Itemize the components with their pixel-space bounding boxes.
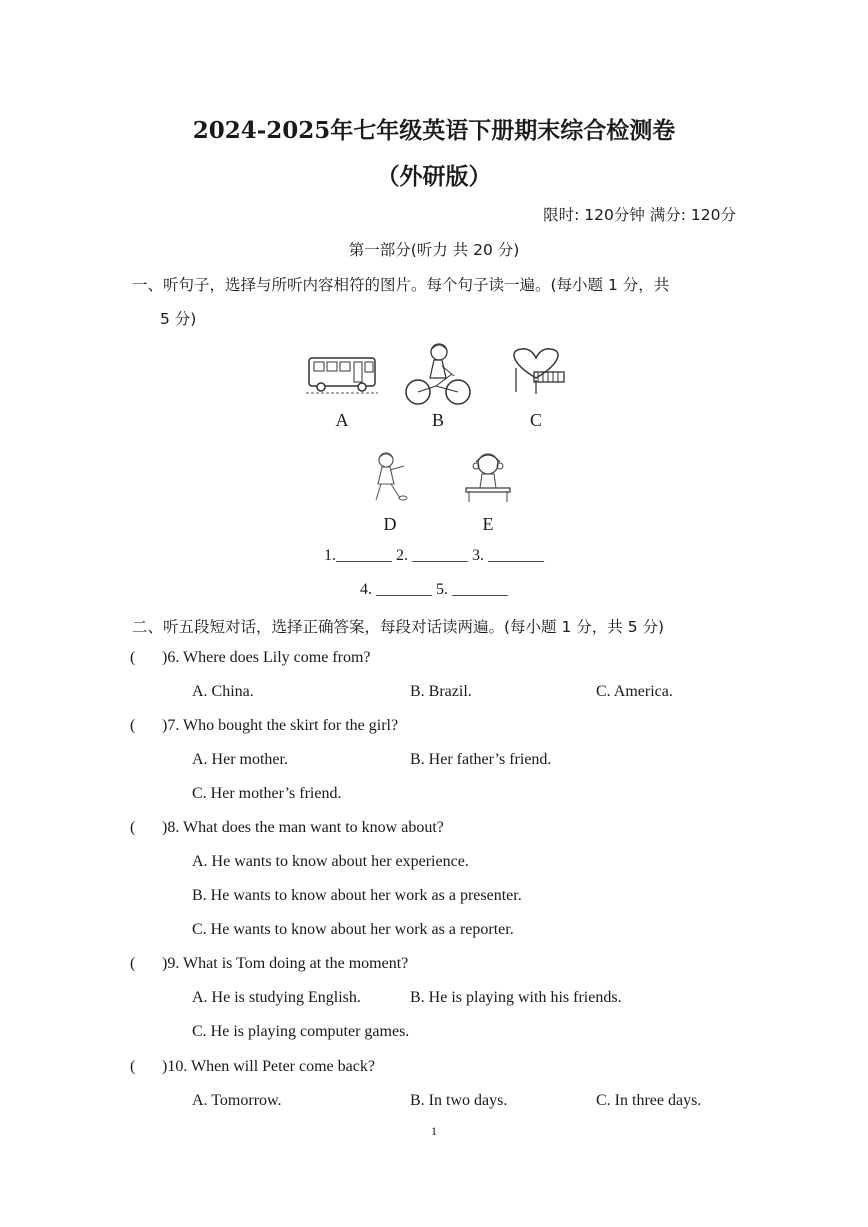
answer-blanks-row-1: 1._______ 2. _______ 3. _______ [324, 547, 544, 564]
option-b: B. Her father’s friend. [410, 751, 552, 768]
page-number: 1 [431, 1124, 437, 1138]
answer-paren: ( [130, 717, 136, 734]
question-stem: )7. Who bought the skirt for the girl? [162, 717, 399, 734]
option-c: C. America. [596, 683, 673, 700]
question-stem: )9. What is Tom doing at the moment? [162, 955, 409, 972]
option-a: A. He is studying English. [192, 989, 361, 1006]
option-a: A. China. [192, 683, 254, 700]
boy-icon [366, 450, 414, 504]
answer-paren: ( [130, 955, 136, 972]
part1-heading: 第一部分(听力 共 20 分) [348, 241, 520, 259]
option-c: C. In three days. [596, 1092, 702, 1109]
picture-label-e: E [482, 514, 494, 534]
document-subtitle: （外研版） [376, 163, 492, 190]
piano-icon [506, 346, 566, 398]
option-b: B. He wants to know about her work as a presenter. [192, 887, 522, 904]
option-c: C. He is playing computer games. [192, 1023, 410, 1040]
option-b: B. In two days. [410, 1092, 508, 1109]
answer-paren: ( [130, 649, 136, 666]
option-b: B. Brazil. [410, 683, 472, 700]
girl-riding-bike-icon [404, 340, 472, 408]
section1-instruction: 一、听句子，选择与所听内容相符的图片。每个句子读一遍。(每小题 1 分，共 [132, 276, 670, 294]
option-c: C. He wants to know about her work as a reporter. [192, 921, 514, 938]
bus-icon [306, 352, 378, 396]
girl-at-desk-icon [464, 450, 512, 504]
picture-label-b: B [431, 410, 444, 430]
time-score-info: 限时: 120分钟 满分: 120分 [543, 206, 736, 224]
picture-label-c: C [529, 410, 542, 430]
option-a: A. Her mother. [192, 751, 288, 768]
answer-paren: ( [130, 1058, 136, 1075]
document-title: 2024-2025年七年级英语下册期末综合检测卷 [192, 117, 676, 144]
picture-label-a: A [335, 410, 349, 430]
option-b: B. He is playing with his friends. [410, 989, 622, 1006]
option-a: A. Tomorrow. [192, 1092, 282, 1109]
option-c: C. Her mother’s friend. [192, 785, 342, 802]
answer-paren: ( [130, 819, 136, 836]
section2-instruction: 二、听五段短对话，选择正确答案，每段对话读两遍。(每小题 1 分，共 5 分) [132, 618, 665, 636]
section1-instruction-cont: 5 分) [160, 310, 197, 328]
answer-blanks-row-2: 4. _______ 5. _______ [360, 581, 508, 598]
question-stem: )6. Where does Lily come from? [162, 649, 371, 666]
question-stem: )8. What does the man want to know about? [162, 819, 444, 836]
option-a: A. He wants to know about her experience. [192, 853, 469, 870]
picture-label-d: D [383, 514, 397, 534]
question-stem: )10. When will Peter come back? [162, 1058, 375, 1075]
